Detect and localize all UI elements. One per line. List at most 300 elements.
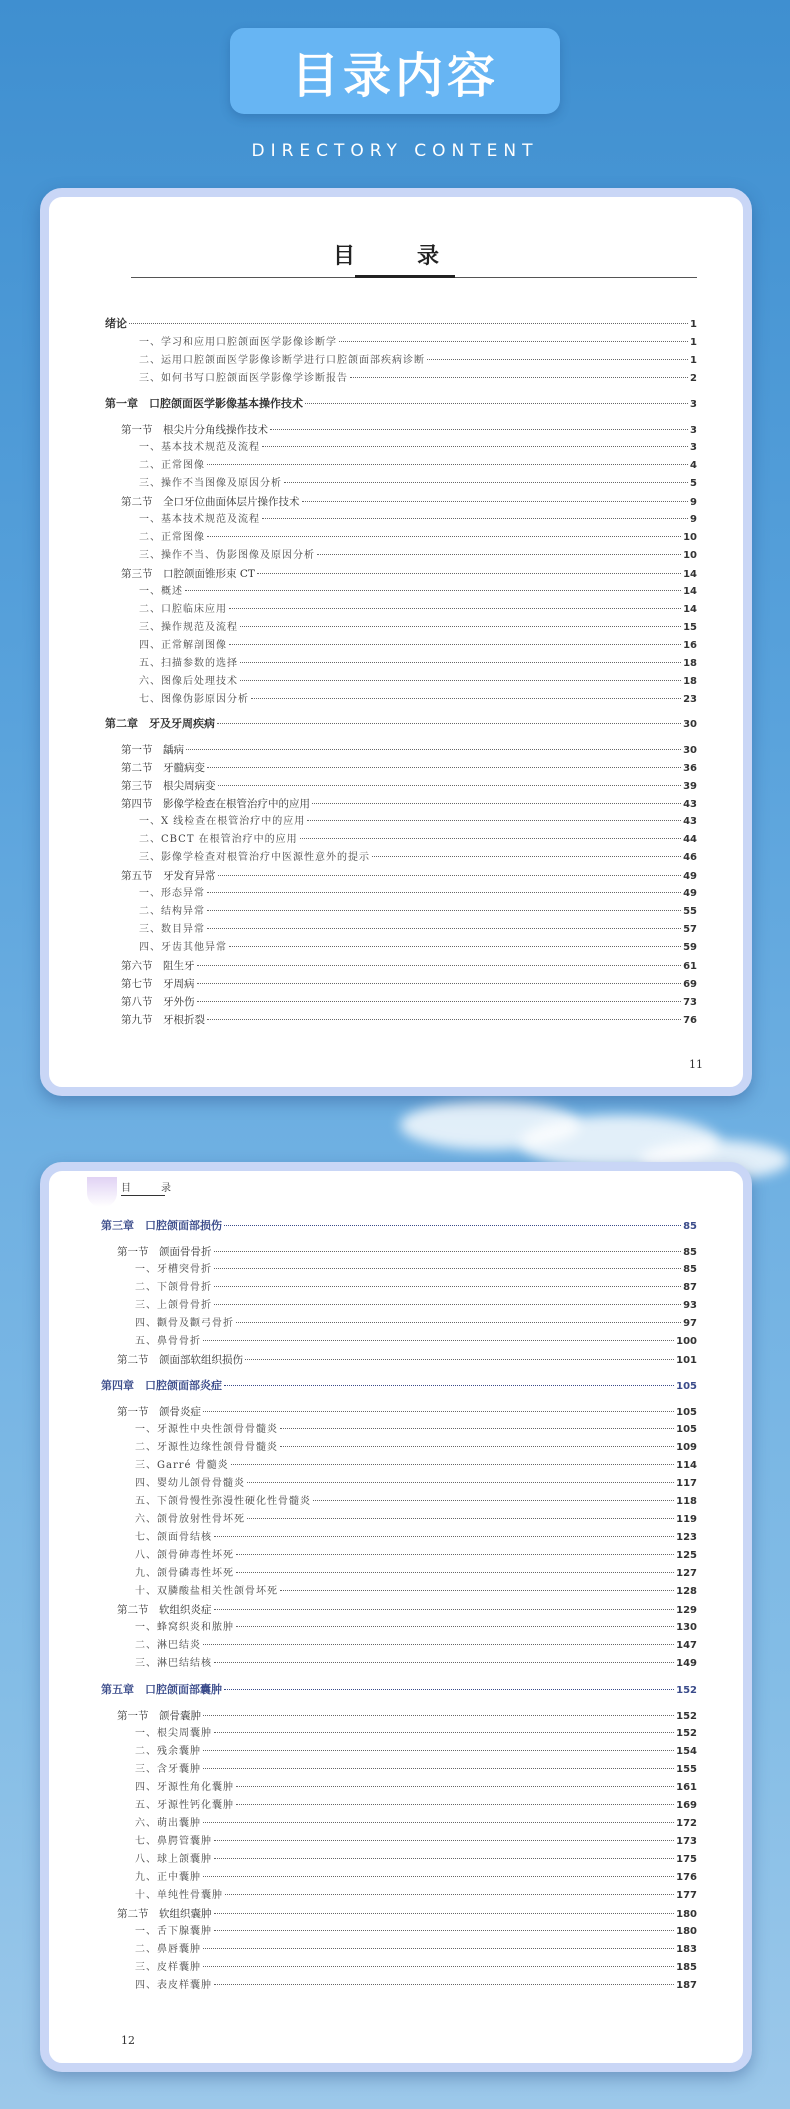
toc-entry-label: 二、CBCT 在根管治疗中的应用 <box>139 834 298 845</box>
dot-leader <box>240 680 681 681</box>
toc-entry-label: 一、形态异常 <box>139 888 205 899</box>
toc-entry-label: 四、牙齿其他异常 <box>139 942 227 953</box>
toc-entry-page: 49 <box>683 871 697 882</box>
toc-entry-page: 172 <box>676 1818 697 1829</box>
dot-leader <box>218 875 682 876</box>
toc-entry-page: 114 <box>676 1460 697 1471</box>
toc-entry-label: 四、牙源性角化囊肿 <box>135 1782 234 1793</box>
toc-entry <box>135 1745 697 1759</box>
toc-entry <box>121 797 697 811</box>
dot-leader <box>203 1411 674 1412</box>
toc-entry-page: 176 <box>676 1872 697 1883</box>
toc-entry-label: 第八节 牙外伤 <box>121 996 195 1008</box>
dot-leader <box>257 573 681 574</box>
toc-entry-label: 四、表皮样囊肿 <box>135 1980 212 1991</box>
toc-entry-label: 五、鼻骨骨折 <box>135 1336 201 1347</box>
toc-entry <box>139 354 697 368</box>
toc-entry <box>121 779 697 793</box>
toc-entry-page: 117 <box>676 1478 697 1489</box>
dot-leader <box>214 1251 682 1252</box>
toc-entry-label: 十、单纯性骨囊肿 <box>135 1890 223 1901</box>
dot-leader <box>207 928 681 929</box>
toc-entry-label: 三、含牙囊肿 <box>135 1764 201 1775</box>
toc-entry-label: 四、正常解剖图像 <box>139 640 227 651</box>
dot-leader <box>214 1732 674 1733</box>
dot-leader <box>214 1662 674 1663</box>
toc-entry-label: 二、运用口腔颌面医学影像诊断学进行口腔颌面部疾病诊断 <box>139 355 425 366</box>
toc-entry <box>139 675 697 689</box>
toc-entry-label: 九、颌骨磷毒性坏死 <box>135 1568 234 1579</box>
toc-entry <box>135 1657 697 1671</box>
dot-leader <box>339 341 688 342</box>
toc-entry-page: 18 <box>683 658 697 669</box>
divider <box>355 275 455 278</box>
dot-leader <box>305 403 688 404</box>
dot-leader <box>427 359 688 360</box>
dot-leader <box>214 1268 681 1269</box>
page-title: 目录内容 <box>290 47 499 104</box>
toc-entry <box>139 549 697 563</box>
toc-entry-page: 61 <box>683 961 697 972</box>
toc-entry <box>135 1531 697 1545</box>
toc-entry-page: 109 <box>676 1442 697 1453</box>
toc-entry <box>135 1639 697 1653</box>
toc-entry-page: 5 <box>690 478 697 489</box>
toc-entry-label: 三、操作规范及流程 <box>139 622 238 633</box>
toc-entry-page: 43 <box>683 799 697 810</box>
dot-leader <box>203 1644 674 1645</box>
toc-entry-label: 四、婴幼儿颌骨骨髓炎 <box>135 1478 245 1489</box>
toc-entry-label: 二、牙源性边缘性颌骨骨髓炎 <box>135 1442 278 1453</box>
toc-entry-page: 3 <box>690 399 697 410</box>
toc-entry-label: 第一节 颌骨囊肿 <box>117 1710 201 1722</box>
toc-entry <box>135 1495 697 1509</box>
toc-entry-page: 177 <box>676 1890 697 1901</box>
dot-leader <box>218 785 682 786</box>
toc-entry-page: 15 <box>683 622 697 633</box>
toc-entry-label: 一、X 线检查在根管治疗中的应用 <box>139 816 306 827</box>
toc-entry <box>135 1961 697 1975</box>
toc-entry <box>139 585 697 599</box>
toc-entry <box>121 1013 697 1027</box>
toc-entry <box>135 1817 697 1831</box>
toc-entry-page: 30 <box>683 719 697 730</box>
toc-entry <box>135 1441 697 1455</box>
toc-entry-label: 六、萌出囊肿 <box>135 1818 201 1829</box>
toc-entry-page: 16 <box>683 640 697 651</box>
toc-entry-label: 三、淋巴结结核 <box>135 1658 212 1669</box>
toc-entry-page: 173 <box>676 1836 697 1847</box>
toc-entry <box>139 603 697 617</box>
dot-leader <box>307 820 681 821</box>
title-badge <box>230 28 560 114</box>
toc-entry-page: 9 <box>690 497 697 508</box>
toc-entry-page: 161 <box>676 1782 697 1793</box>
toc-entry-label: 九、正中囊肿 <box>135 1872 201 1883</box>
toc-entry <box>139 851 697 865</box>
dot-leader <box>214 1286 681 1287</box>
toc-entry <box>117 1603 697 1617</box>
toc-entry-page: 23 <box>683 694 697 705</box>
toc-entry <box>135 1263 697 1277</box>
dot-leader <box>207 910 681 911</box>
toc-entry <box>101 1219 697 1233</box>
dot-leader <box>236 1626 674 1627</box>
toc-entry <box>139 815 697 829</box>
dot-leader <box>236 1786 674 1787</box>
dot-leader <box>240 662 681 663</box>
dot-leader <box>313 1500 674 1501</box>
toc-entry <box>139 621 697 635</box>
toc-entry <box>139 477 697 491</box>
toc-entry-label: 第六节 阻生牙 <box>121 960 195 972</box>
toc-entry-page: 85 <box>683 1264 697 1275</box>
toc-entry-page: 85 <box>683 1221 697 1232</box>
toc-entry-label: 第二节 软组织囊肿 <box>117 1908 212 1920</box>
toc-entry <box>139 513 697 527</box>
toc-entry <box>135 1871 697 1885</box>
dot-leader <box>312 803 681 804</box>
toc-entry-page: 1 <box>690 355 697 366</box>
toc-entry <box>121 743 697 757</box>
dot-leader <box>214 1930 674 1931</box>
toc-entry-label: 第二节 颌面部软组织损伤 <box>117 1354 243 1366</box>
toc-entry-page: 10 <box>683 532 697 543</box>
dot-leader <box>372 856 681 857</box>
dot-leader <box>251 698 681 699</box>
dot-leader <box>280 1590 674 1591</box>
toc-entry <box>139 639 697 653</box>
toc-entry-page: 105 <box>676 1424 697 1435</box>
page-number: 12 <box>121 2034 135 2047</box>
toc-entry-label: 三、皮样囊肿 <box>135 1962 201 1973</box>
dot-leader <box>350 377 688 378</box>
dot-leader <box>247 1482 674 1483</box>
toc-entry-label: 七、颌面骨结核 <box>135 1532 212 1543</box>
dot-leader <box>236 1572 674 1573</box>
dot-leader <box>231 1464 675 1465</box>
toc-entry-page: 119 <box>676 1514 697 1525</box>
toc-entry <box>139 531 697 545</box>
toc-entry-page: 18 <box>683 676 697 687</box>
toc-entry <box>135 1763 697 1777</box>
dot-leader <box>207 464 688 465</box>
dot-leader <box>203 1876 674 1877</box>
dot-leader <box>203 1948 674 1949</box>
dot-leader <box>203 1768 674 1769</box>
toc-entry <box>135 1853 697 1867</box>
toc-entry-label: 三、Garré 骨髓炎 <box>135 1460 229 1471</box>
toc-entry <box>135 1925 697 1939</box>
toc-entry-label: 三、操作不当图像及原因分析 <box>139 478 282 489</box>
toc-entry-page: 169 <box>676 1800 697 1811</box>
toc-entry <box>139 459 697 473</box>
toc-entry <box>135 1423 697 1437</box>
toc-entry <box>121 995 697 1009</box>
toc-entry-label: 五、牙源性钙化囊肿 <box>135 1800 234 1811</box>
toc-entry-label: 六、图像后处理技术 <box>139 676 238 687</box>
dot-leader <box>214 1984 674 1985</box>
toc-entry-label: 四、颧骨及颧弓骨折 <box>135 1318 234 1329</box>
dot-leader <box>317 554 681 555</box>
toc-entry-page: 69 <box>683 979 697 990</box>
toc-entry-page: 44 <box>683 834 697 845</box>
toc-entry-page: 185 <box>676 1962 697 1973</box>
toc-page-2 <box>40 1162 752 2072</box>
toc-entry <box>101 1379 697 1393</box>
dot-leader <box>224 1225 681 1226</box>
toc-entry-page: 87 <box>683 1282 697 1293</box>
toc-entry <box>135 1781 697 1795</box>
toc-entry <box>135 1459 697 1473</box>
toc-entry-label: 七、图像伪影原因分析 <box>139 694 249 705</box>
toc-entry-label: 绪论 <box>105 317 127 330</box>
toc-entry-page: 155 <box>676 1764 697 1775</box>
dot-leader <box>203 1966 674 1967</box>
toc-entry-page: 180 <box>676 1926 697 1937</box>
toc-entry <box>101 1683 697 1697</box>
toc-entry-page: 183 <box>676 1944 697 1955</box>
toc-entry-page: 100 <box>676 1336 697 1347</box>
toc-entry <box>117 1245 697 1259</box>
toc-entry-label: 第三章 口腔颌面部损伤 <box>101 1219 222 1232</box>
toc-entry-label: 第二节 牙髓病变 <box>121 762 205 774</box>
toc-entry-label: 第三节 口腔颌面锥形束 CT <box>121 568 255 580</box>
toc-entry <box>139 887 697 901</box>
dot-leader <box>245 1359 674 1360</box>
dot-leader <box>203 1750 674 1751</box>
toc-entry-label: 第三节 根尖周病变 <box>121 780 216 792</box>
toc-entry-label: 第二章 牙及牙周疾病 <box>105 717 215 730</box>
dot-leader <box>236 1554 674 1555</box>
dot-leader <box>207 1019 681 1020</box>
toc-entry-label: 三、上颌骨骨折 <box>135 1300 212 1311</box>
toc-entry <box>139 905 697 919</box>
dot-leader <box>280 1428 674 1429</box>
dot-leader <box>284 482 688 483</box>
toc-entry-page: 4 <box>690 460 697 471</box>
dot-leader <box>217 723 681 724</box>
toc-entry <box>135 1549 697 1563</box>
toc-entry <box>121 567 697 581</box>
toc-entry-page: 76 <box>683 1015 697 1026</box>
toc-entry-label: 五、扫描参数的选择 <box>139 658 238 669</box>
toc-entry <box>135 1317 697 1331</box>
toc-entry-label: 五、下颌骨慢性弥漫性硬化性骨髓炎 <box>135 1496 311 1507</box>
toc-entry-page: 59 <box>683 942 697 953</box>
toc-entry-page: 125 <box>676 1550 697 1561</box>
toc-entry-page: 3 <box>690 442 697 453</box>
toc-entry-page: 147 <box>676 1640 697 1651</box>
toc-entry-label: 第四节 影像学检查在根管治疗中的应用 <box>121 798 310 810</box>
toc-entry-label: 第五节 牙发育异常 <box>121 870 216 882</box>
toc-entry-page: 187 <box>676 1980 697 1991</box>
dot-leader <box>214 1840 674 1841</box>
toc-entry <box>121 977 697 991</box>
dot-leader <box>203 1715 674 1716</box>
toc-entry-label: 第二节 软组织炎症 <box>117 1604 212 1616</box>
divider <box>121 1195 165 1196</box>
toc-entry <box>121 423 697 437</box>
toc-entry-label: 第四章 口腔颌面部炎症 <box>101 1379 222 1392</box>
toc-entry <box>139 923 697 937</box>
toc-entry-label: 一、牙槽突骨折 <box>135 1264 212 1275</box>
toc-entry-page: 97 <box>683 1318 697 1329</box>
toc-entry-label: 十、双膦酸盐相关性颌骨坏死 <box>135 1586 278 1597</box>
toc-entry-page: 57 <box>683 924 697 935</box>
toc-entry-label: 第一节 颌骨炎症 <box>117 1406 201 1418</box>
toc-entry <box>139 372 697 386</box>
toc-entry-page: 1 <box>690 319 697 330</box>
toc-entry <box>117 1353 697 1367</box>
toc-entry-page: 93 <box>683 1300 697 1311</box>
toc-entry-page: 130 <box>676 1622 697 1633</box>
toc-entry-label: 第二节 全口牙位曲面体层片操作技术 <box>121 496 300 508</box>
toc-entry-label: 八、球上颌囊肿 <box>135 1854 212 1865</box>
running-head: 目 录 <box>121 1183 181 1194</box>
toc-entry <box>139 657 697 671</box>
page-subtitle: DIRECTORY CONTENT <box>251 141 539 161</box>
toc-entry-label: 七、鼻腭管囊肿 <box>135 1836 212 1847</box>
toc-entry <box>135 1567 697 1581</box>
toc-entry-page: 43 <box>683 816 697 827</box>
dot-leader <box>129 323 688 324</box>
tooth-tab-icon <box>87 1177 117 1207</box>
dot-leader <box>240 626 681 627</box>
toc-entry-page: 152 <box>676 1685 697 1696</box>
toc-entry-page: 175 <box>676 1854 697 1865</box>
toc-entry-page: 1 <box>690 337 697 348</box>
dot-leader <box>224 1385 674 1386</box>
toc-entry-label: 一、学习和应用口腔颌面医学影像诊断学 <box>139 337 337 348</box>
toc-entry-label: 一、基本技术规范及流程 <box>139 442 260 453</box>
toc-page-1 <box>40 188 752 1096</box>
toc-entry-label: 二、结构异常 <box>139 906 205 917</box>
toc-entry <box>135 1585 697 1599</box>
toc-entry-label: 三、如何书写口腔颌面医学影像学诊断报告 <box>139 373 348 384</box>
toc-entry-page: 127 <box>676 1568 697 1579</box>
dot-leader <box>207 536 681 537</box>
toc-entry <box>139 833 697 847</box>
dot-leader <box>236 1322 681 1323</box>
toc-entry-page: 49 <box>683 888 697 899</box>
toc-entry-page: 101 <box>676 1355 697 1366</box>
toc-entry-page: 152 <box>676 1711 697 1722</box>
toc-entry-label: 八、颌骨砷毒性坏死 <box>135 1550 234 1561</box>
toc-entry <box>105 717 697 731</box>
toc-entry-label: 三、影像学检查对根管治疗中医源性意外的提示 <box>139 852 370 863</box>
toc-entry-page: 39 <box>683 781 697 792</box>
toc-entry-page: 30 <box>683 745 697 756</box>
toc-entry-page: 55 <box>683 906 697 917</box>
dot-leader <box>224 1689 674 1690</box>
dot-leader <box>229 946 681 947</box>
dot-leader <box>203 1340 674 1341</box>
dot-leader <box>214 1913 675 1914</box>
dot-leader <box>229 644 681 645</box>
toc-entry-label: 一、蜂窝织炎和脓肿 <box>135 1622 234 1633</box>
toc-entry-page: 105 <box>676 1407 697 1418</box>
toc-entry <box>135 1889 697 1903</box>
toc-entry <box>121 869 697 883</box>
toc-entry <box>135 1943 697 1957</box>
dot-leader <box>262 518 688 519</box>
toc-entry <box>117 1405 697 1419</box>
toc-entry-page: 14 <box>683 586 697 597</box>
toc-entry <box>135 1299 697 1313</box>
toc-entry <box>135 1477 697 1491</box>
toc-entry <box>139 336 697 350</box>
dot-leader <box>214 1536 674 1537</box>
toc-entry-label: 一、根尖周囊肿 <box>135 1728 212 1739</box>
toc-entry-label: 二、口腔临床应用 <box>139 604 227 615</box>
dot-leader <box>203 1822 674 1823</box>
toc-entry-label: 一、牙源性中央性颌骨骨髓炎 <box>135 1424 278 1435</box>
toc-entry <box>121 761 697 775</box>
toc-entry <box>135 1979 697 1993</box>
toc-entry <box>121 495 697 509</box>
toc-entry-page: 2 <box>690 373 697 384</box>
toc-entry <box>139 693 697 707</box>
toc-entry-page: 105 <box>676 1381 697 1392</box>
toc-entry-page: 129 <box>676 1605 697 1616</box>
dot-leader <box>236 1804 674 1805</box>
toc-entry-page: 180 <box>676 1909 697 1920</box>
toc-entry <box>117 1907 697 1921</box>
dot-leader <box>300 838 681 839</box>
toc-entry-label: 第五章 口腔颌面部囊肿 <box>101 1683 222 1696</box>
toc-entry <box>105 397 697 411</box>
toc-entry-label: 二、鼻唇囊肿 <box>135 1944 201 1955</box>
dot-leader <box>197 965 682 966</box>
dot-leader <box>207 892 681 893</box>
toc-entry-page: 154 <box>676 1746 697 1757</box>
toc-title: 目 录 <box>332 244 459 269</box>
toc-entry-label: 六、颌骨放射性骨坏死 <box>135 1514 245 1525</box>
toc-entry-label: 二、正常图像 <box>139 532 205 543</box>
toc-entry <box>121 959 697 973</box>
page-number: 11 <box>689 1058 703 1071</box>
toc-entry <box>139 441 697 455</box>
toc-entry-label: 一、舌下腺囊肿 <box>135 1926 212 1937</box>
dot-leader <box>207 767 681 768</box>
toc-entry <box>135 1799 697 1813</box>
toc-entry <box>135 1621 697 1635</box>
toc-entry-page: 3 <box>690 425 697 436</box>
toc-entry-page: 9 <box>690 514 697 525</box>
toc-entry <box>139 941 697 955</box>
toc-entry-label: 二、淋巴结炎 <box>135 1640 201 1651</box>
toc-entry-label: 三、操作不当、伪影图像及原因分析 <box>139 550 315 561</box>
toc-entry-page: 46 <box>683 852 697 863</box>
dot-leader <box>214 1304 681 1305</box>
dot-leader <box>247 1518 674 1519</box>
toc-entry-label: 二、正常图像 <box>139 460 205 471</box>
toc-entry-page: 14 <box>683 604 697 615</box>
dot-leader <box>302 501 689 502</box>
toc-entry-page: 149 <box>676 1658 697 1669</box>
toc-entry-page: 10 <box>683 550 697 561</box>
toc-entry-label: 第一节 根尖片分角线操作技术 <box>121 424 268 436</box>
toc-entry-label: 三、数目异常 <box>139 924 205 935</box>
toc-entry-page: 152 <box>676 1728 697 1739</box>
dot-leader <box>214 1609 675 1610</box>
toc-entry <box>135 1835 697 1849</box>
toc-entry-page: 123 <box>676 1532 697 1543</box>
dot-leader <box>214 1858 674 1859</box>
toc-entry-page: 128 <box>676 1586 697 1597</box>
toc-entry <box>135 1335 697 1349</box>
